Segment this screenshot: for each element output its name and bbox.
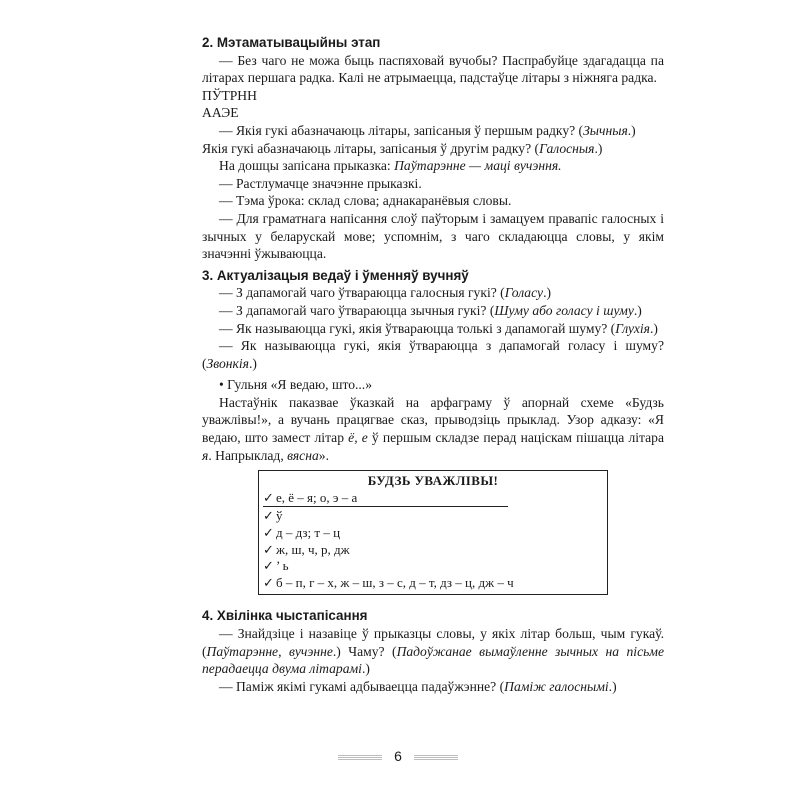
paragraph: — Якія гукі абазначаюць літары, запісаныя ў першым радку? (Зычныя.): [219, 122, 636, 138]
bullet-icon: •: [219, 377, 228, 393]
paragraph: — Для граматнага напісання слоў паўторым і замацуем правапіс галосных і зычных у беларускай мове; успомнім, з чаго складаюцца словы, у якім значэнні ўжываюцца.: [202, 210, 664, 262]
box-row: ✓ д – дз; т – ц: [263, 525, 341, 541]
paragraph: — Як называюцца гукі, якія ўтвараюцца толькі з дапамогай шуму? (Глухія.): [219, 320, 658, 336]
paragraph: — Паміж якімі гукамі адбываецца падаўжэнне? (Паміж галоснымі.): [219, 678, 617, 694]
box-divider: [263, 506, 508, 507]
box-row: ✓ е, ё – я; о, э – а: [263, 489, 358, 505]
page-number: 6: [394, 748, 402, 764]
page-body: [202, 34, 664, 695]
paragraph: — Як называюцца гукі, якія ўтвараюцца з дапамогай голасу і шуму? (Звонкія.): [202, 338, 664, 371]
section-heading-4: 4. Хвілінка чыстапісання: [202, 608, 368, 624]
paragraph: Настаўнік паказвае ўказкай на арфаграму ў апорнай схеме «Будзь уважлівы!», а вучань працягвае сказ, прыводзіць прыклад. Узор адказу: «Я ведаю, што замест літар ё, е ў першым складзе перад націскам пішацца літара я. Напрыклад, вясна».: [202, 394, 664, 463]
reminder-box: [258, 470, 608, 595]
check-icon: ✓: [263, 558, 274, 574]
footer-stripe-left: [338, 755, 382, 760]
paragraph: — Без чаго не можа быць паспяховай вучобы? Паспрабуйце здагадацца па літарах першага радка. Калі не атрымаецца, падстаўце літары з ніжняга радка.: [202, 52, 664, 86]
check-icon: ✓: [263, 489, 274, 505]
check-icon: ✓: [263, 525, 274, 541]
paragraph: На дошцы запісана прыказка: Паўтарэнне — маці вучэння.: [219, 158, 562, 174]
box-row: ✓ ’ ь: [263, 558, 289, 574]
box-row: ✓ б – п, г – х, ж – ш, з – с, д – т, дз – ц, дж – ч: [263, 574, 514, 590]
page-footer: [338, 748, 458, 768]
bullet-item: • Гульня «Я ведаю, што...»: [219, 377, 372, 393]
box-row: ✓ ж, ш, ч, р, дж: [263, 541, 350, 557]
footer-stripe-right: [414, 755, 458, 760]
paragraph: Якія гукі абазначаюць літары, запісаныя ў другім радку? (Галосныя.): [202, 140, 603, 156]
puzzle-bottom-row: ААЭЕ: [202, 105, 239, 121]
paragraph: — З дапамогай чаго ўтвараюцца галосныя гукі? (Голасу.): [219, 285, 551, 301]
box-title: БУДЗЬ УВАЖЛІВЫ!: [367, 473, 499, 489]
paragraph: — Тэма ўрока: склад слова; аднакаранёвыя словы.: [219, 193, 512, 209]
box-row: ✓ ў: [263, 508, 283, 524]
check-icon: ✓: [263, 508, 274, 524]
puzzle-top-row: ПЎТРНН: [202, 87, 257, 103]
section-heading-3: 3. Актуалізацыя ведаў і ўменняў вучняў: [202, 267, 469, 283]
check-icon: ✓: [263, 541, 274, 557]
section-heading-2: 2. Мэтаматывацыйны этап: [202, 35, 381, 50]
check-icon: ✓: [263, 574, 274, 590]
paragraph: — З дапамогай чаго ўтвараюцца зычныя гукі? (Шуму або голасу і шуму.): [219, 302, 642, 318]
paragraph: — Растлумачце значэнне прыказкі.: [219, 175, 422, 191]
paragraph: — Знайдзіце і назавіце ў прыказцы словы, у якіх літар больш, чым гукаў. (Паўтарэнне, вучэнне.) Чаму? (Падоўжанае вымаўленне зычных на пісьме перадаецца двума літарамі.): [202, 626, 664, 677]
